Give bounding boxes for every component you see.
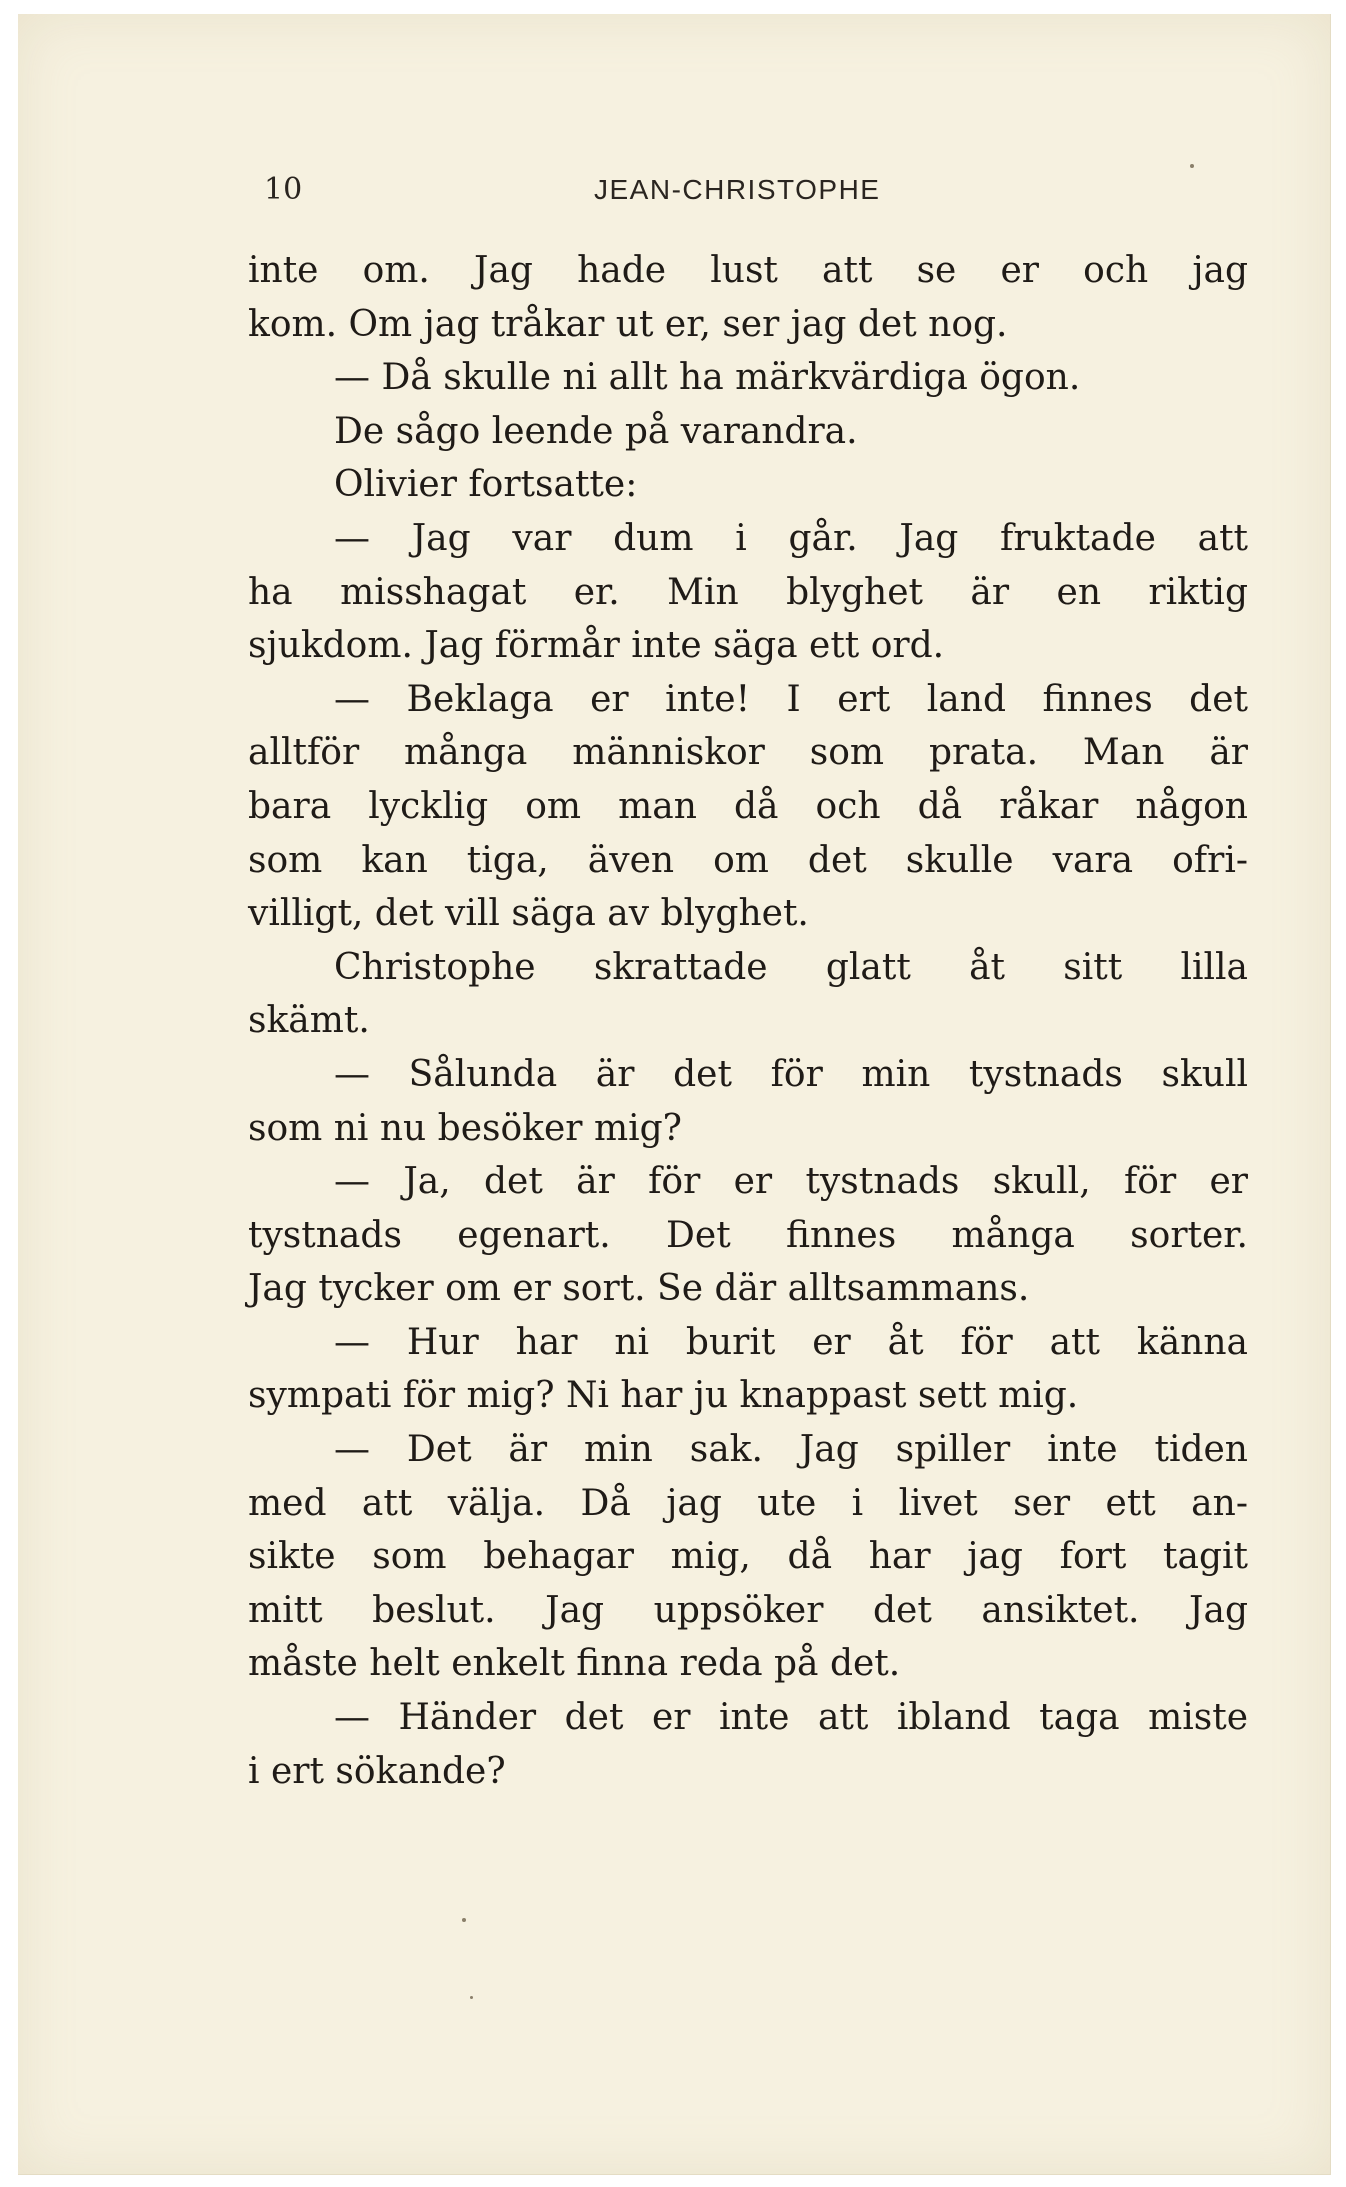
text-line: ha misshagat er. Min blyghet är en riktig [248,571,1248,613]
text-line: inte om. Jag hade lust att se er och jag [248,250,1248,291]
page-header [264,172,1244,222]
text-line: skämt. [248,1000,370,1042]
text-line: som ni nu besöker mig? [248,1107,682,1149]
text-line: alltför många människor som prata. Man är [248,732,1248,774]
text-line: kom. Om jag tråkar ut er, ser jag det nog. [248,303,1008,345]
text-line: — Hur har ni burit er åt för att känna [334,1321,1248,1363]
paper-speck [462,1918,466,1922]
text-line: — Beklaga er inte! I ert land finnes det [334,678,1248,720]
text-line: Jag tycker om er sort. Se där alltsammans. [248,1268,1030,1310]
text-line: bara lycklig om man då och då råkar någon [248,785,1248,827]
paper-speck [1190,164,1194,168]
text-line: med att välja. Då jag ute i livet ser ett an- [248,1482,1248,1524]
text-line: Christophe skrattade glatt åt sitt lilla [334,946,1248,988]
text-line: tystnads egenart. Det finnes många sorter. [248,1214,1248,1256]
text-line: sympati för mig? Ni har ju knappast sett mig. [248,1375,1079,1417]
text-line: som kan tiga, även om det skulle vara ofri- [248,839,1248,881]
paper-speck [470,1996,473,1999]
text-line: — Sålunda är det för min tystnads skull [334,1053,1248,1095]
text-line: villigt, det vill säga av blyghet. [248,893,809,935]
text-line: — Händer det er inte att ibland taga miste [334,1697,1248,1739]
text-line: mitt beslut. Jag uppsöker det ansiktet. Jag [248,1589,1248,1631]
body-text [248,244,1248,1798]
text-line: — Jag var dum i går. Jag fruktade att [334,517,1248,559]
text-line: — Då skulle ni allt ha märkvärdiga ögon. [334,357,1081,399]
page-number: 10 [264,172,303,207]
running-head: JEAN-CHRISTOPHE [594,174,881,205]
text-line: sikte som behagar mig, då har jag fort tagit [248,1536,1248,1578]
text-line: Olivier fortsatte: [334,464,638,506]
text-line: sjukdom. Jag förmår inte säga ett ord. [248,625,945,667]
text-line: — Det är min sak. Jag spiller inte tiden [334,1429,1248,1471]
text-line: — Ja, det är för er tystnads skull, för er [334,1161,1248,1203]
text-line: De sågo leende på varandra. [334,410,858,452]
text-line: i ert sökande? [248,1750,506,1792]
text-line: måste helt enkelt finna reda på det. [248,1643,901,1685]
